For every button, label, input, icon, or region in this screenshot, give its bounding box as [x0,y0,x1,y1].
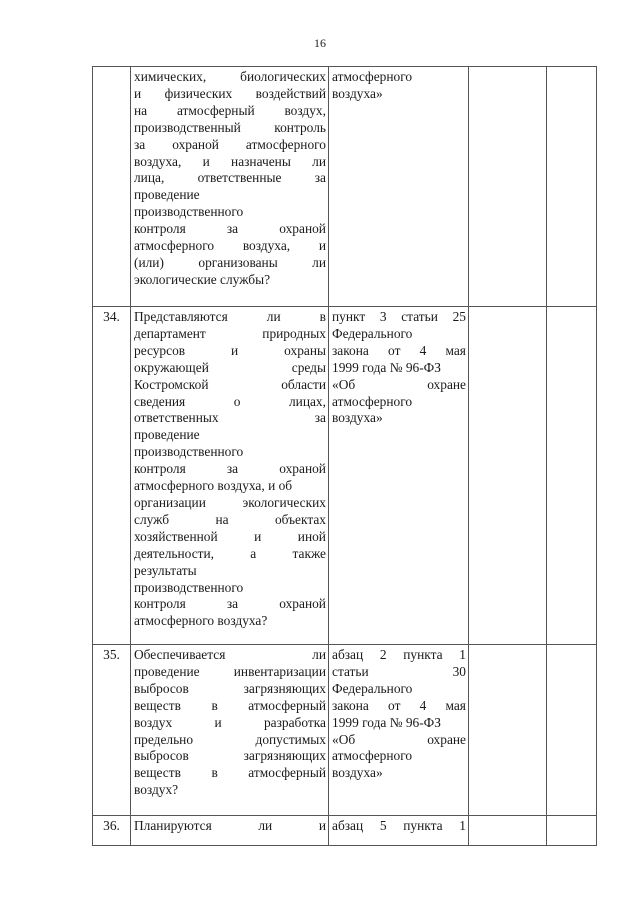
text-line: производственный контроль [134,119,326,135]
text-line: закона от 4 мая [332,342,466,358]
text-line: 1999 года № 96-ФЗ [332,359,441,375]
text-line: атмосферного [332,748,413,764]
table-row [93,645,597,816]
text-line: организации экологических [134,494,326,510]
text-line: веществ в атмосферный [134,765,326,781]
text-line: и физических воздействий [134,85,326,101]
text-line: выбросов загрязняющих [134,748,326,764]
text-line: за охраной атмосферного [134,136,326,152]
text-line: хозяйственной и иной [134,528,326,544]
page-number: 16 [314,36,326,50]
text-line: атмосферного воздуха? [134,613,268,629]
text-line: контроля за охраной [134,461,326,477]
text-line: веществ в атмосферный [134,697,326,713]
text-line: проведение инвентаризации [134,663,326,679]
text-line: воздух? [134,782,179,798]
text-line: Обеспечивается ли [134,647,326,662]
text-line: на атмосферный воздух, [134,102,326,118]
text-line: статьи 30 [332,663,466,679]
text-line: пункт 3 статьи 25 [332,309,466,324]
text-line: 1999 года № 96-ФЗ [332,714,441,730]
item-number: 36. [93,816,131,846]
text-line: воздуха» [332,85,383,101]
text-line: Федерального [332,325,413,341]
text-line: предельно допустимых [134,731,326,747]
text-line: атмосферного [332,69,413,84]
text-line: производственного [134,444,244,460]
note-cell [547,67,597,307]
answer-cell [469,816,547,846]
text-line: департамент природных [134,325,326,341]
text-line: экологические службы? [134,271,271,287]
question-cell [131,307,329,645]
answer-cell [469,67,547,307]
text-line: окружающей среды [134,359,326,375]
legal-reference-cell [329,645,469,816]
question-cell [131,645,329,816]
text-line: Планируются ли и [134,818,326,833]
text-line: абзац 5 пункта 1 [332,818,466,833]
item-number: 35. [93,645,131,816]
answer-cell [469,645,547,816]
text-line: закона от 4 мая [332,697,466,713]
text-line: производственного [134,204,244,220]
text-line: служб на объектах [134,511,326,527]
question-cell [131,816,329,846]
note-cell [547,645,597,816]
text-line: производственного [134,579,244,595]
text-line: воздуха» [332,765,383,781]
legal-reference-cell [329,816,469,846]
text-line: атмосферного [332,393,413,409]
text-line: выбросов загрязняющих [134,680,326,696]
text-line: «Об охране [332,731,466,747]
text-line: ответственных за [134,410,326,426]
text-line: атмосферного воздуха, и [134,238,326,254]
item-number: 34. [93,307,131,645]
note-cell [547,816,597,846]
item-number [93,67,131,307]
question-cell [131,67,329,307]
text-line: Представляются ли в [134,309,326,324]
table-row [93,816,597,846]
text-line: результаты [134,562,197,578]
legal-reference-cell [329,67,469,307]
text-line: абзац 2 пункта 1 [332,647,466,662]
text-line: воздуха, и назначены ли [134,153,326,169]
text-line: Костромской области [134,376,326,392]
text-line: проведение [134,187,200,203]
text-line: сведения о лицах, [134,393,326,409]
text-line: атмосферного воздуха, и об [134,478,293,494]
text-line: лица, ответственные за [134,170,326,186]
text-line: проведение [134,427,200,443]
note-cell [547,307,597,645]
answer-cell [469,307,547,645]
text-line: воздуха» [332,410,383,426]
text-line: химических, биологических [134,69,326,84]
text-line: воздух и разработка [134,714,326,730]
text-line: (или) организованы ли [134,254,326,270]
text-line: ресурсов и охраны [134,342,326,358]
text-line: контроля за охраной [134,596,326,612]
table-row [93,67,597,307]
text-line: деятельности, а также [134,545,326,561]
text-line: Федерального [332,680,413,696]
text-line: контроля за охраной [134,221,326,237]
text-line: «Об охране [332,376,466,392]
checklist-table [92,66,597,846]
legal-reference-cell [329,307,469,645]
table-row [93,307,597,645]
